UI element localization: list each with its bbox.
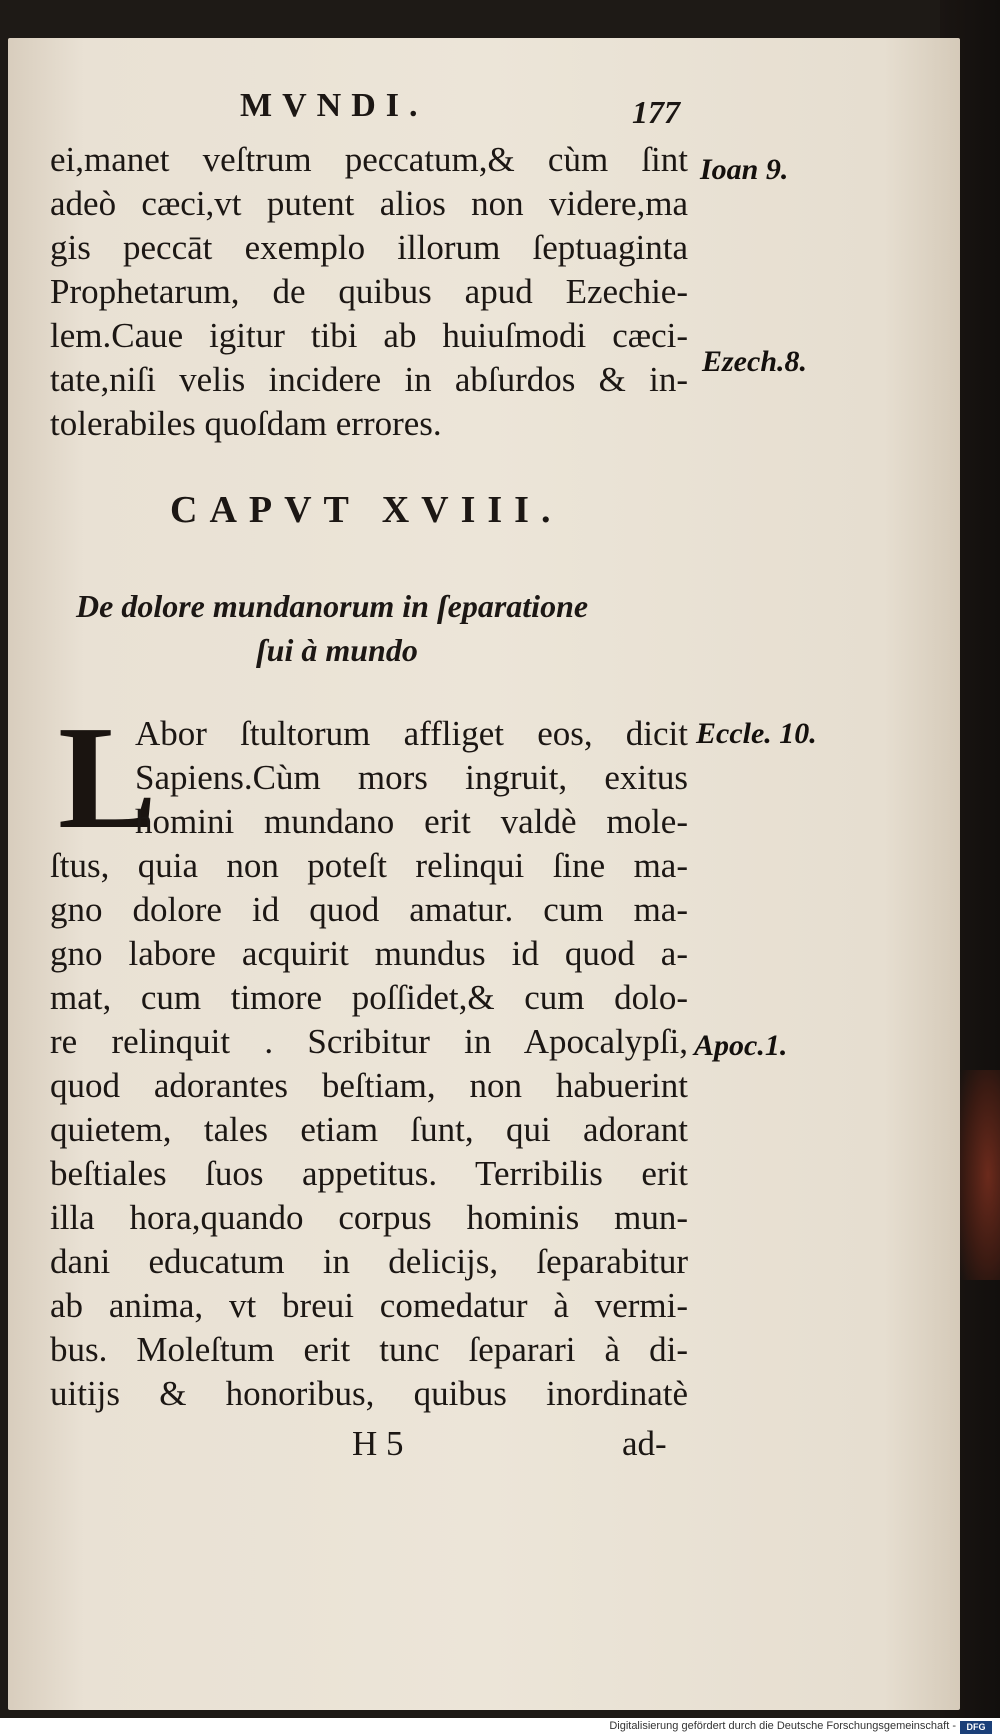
book-cover-edge xyxy=(960,1070,1000,1280)
body-line: ſtus, quia non poteſt relinqui ſine ma- xyxy=(50,846,688,885)
margin-note-apoc: Apoc.1. xyxy=(694,1029,788,1062)
margin-note-ezech: Ezech.8. xyxy=(702,345,807,378)
text-line: gis peccāt exemplo illorum ſeptuaginta xyxy=(50,228,688,267)
body-line: quod adorantes beſtiam, non habuerint xyxy=(50,1066,688,1105)
signature-mark: H 5 xyxy=(352,1424,404,1463)
chapter-title-line1: De dolore mundanorum in ſeparatione xyxy=(76,588,589,624)
body-line: ab anima, vt breui comedatur à vermi- xyxy=(50,1286,688,1325)
catchword: ad- xyxy=(622,1424,667,1463)
body-line: bus. Moleſtum erit tunc ſeparari à di- xyxy=(50,1330,688,1369)
text-line: lem.Caue igitur tibi ab huiuſmodi cæci- xyxy=(50,316,688,355)
body-line: gno dolore id quod amatur. cum ma- xyxy=(50,890,688,929)
text-line: adeò cæci,vt putent alios non videre,ma xyxy=(50,184,688,223)
margin-note-eccle: Eccle. 10. xyxy=(696,717,817,750)
footer-credit: Digitalisierung gefördert durch die Deutsche Forschungsgemeinschaft - xyxy=(609,1720,956,1732)
chapter-heading: CAPVT XVIII. xyxy=(170,489,563,531)
margin-note-ioan: Ioan 9. xyxy=(700,153,789,186)
page-number: 177 xyxy=(632,94,680,130)
running-head: MVNDI. xyxy=(240,87,428,124)
body-line: Sapiens.Cùm mors ingruit, exitus xyxy=(135,758,688,797)
text-line: Prophetarum, de quibus apud Ezechie- xyxy=(50,272,688,311)
body-line: re relinquit . Scribitur in Apocalypſi, xyxy=(50,1022,688,1061)
body-line: gno labore acquirit mundus id quod a- xyxy=(50,934,688,973)
text-line: tate,niſi velis incidere in abſurdos & in- xyxy=(50,360,688,399)
body-line: dani educatum in delicijs, ſeparabitur xyxy=(50,1242,688,1281)
dfg-logo: DFG xyxy=(960,1721,992,1734)
body-line: uitijs & honoribus, quibus inordinatè xyxy=(50,1374,688,1413)
text-line: ei,manet veſtrum peccatum,& cùm ſint xyxy=(50,140,688,179)
body-line: Abor ſtultorum affliget eos, dicit xyxy=(135,714,688,753)
text-line: tolerabiles quoſdam errores. xyxy=(50,404,442,443)
body-line: homini mundano erit valdè mole- xyxy=(135,802,688,841)
drop-cap: L xyxy=(58,696,157,860)
body-line: mat, cum timore poſſidet,& cum dolo- xyxy=(50,978,688,1017)
chapter-title-line2: ſui à mundo xyxy=(256,632,418,668)
body-line: beſtiales ſuos appetitus. Terribilis erit xyxy=(50,1154,688,1193)
body-line: illa hora,quando corpus hominis mun- xyxy=(50,1198,688,1237)
body-line: quietem, tales etiam ſunt, qui adorant xyxy=(50,1110,688,1149)
